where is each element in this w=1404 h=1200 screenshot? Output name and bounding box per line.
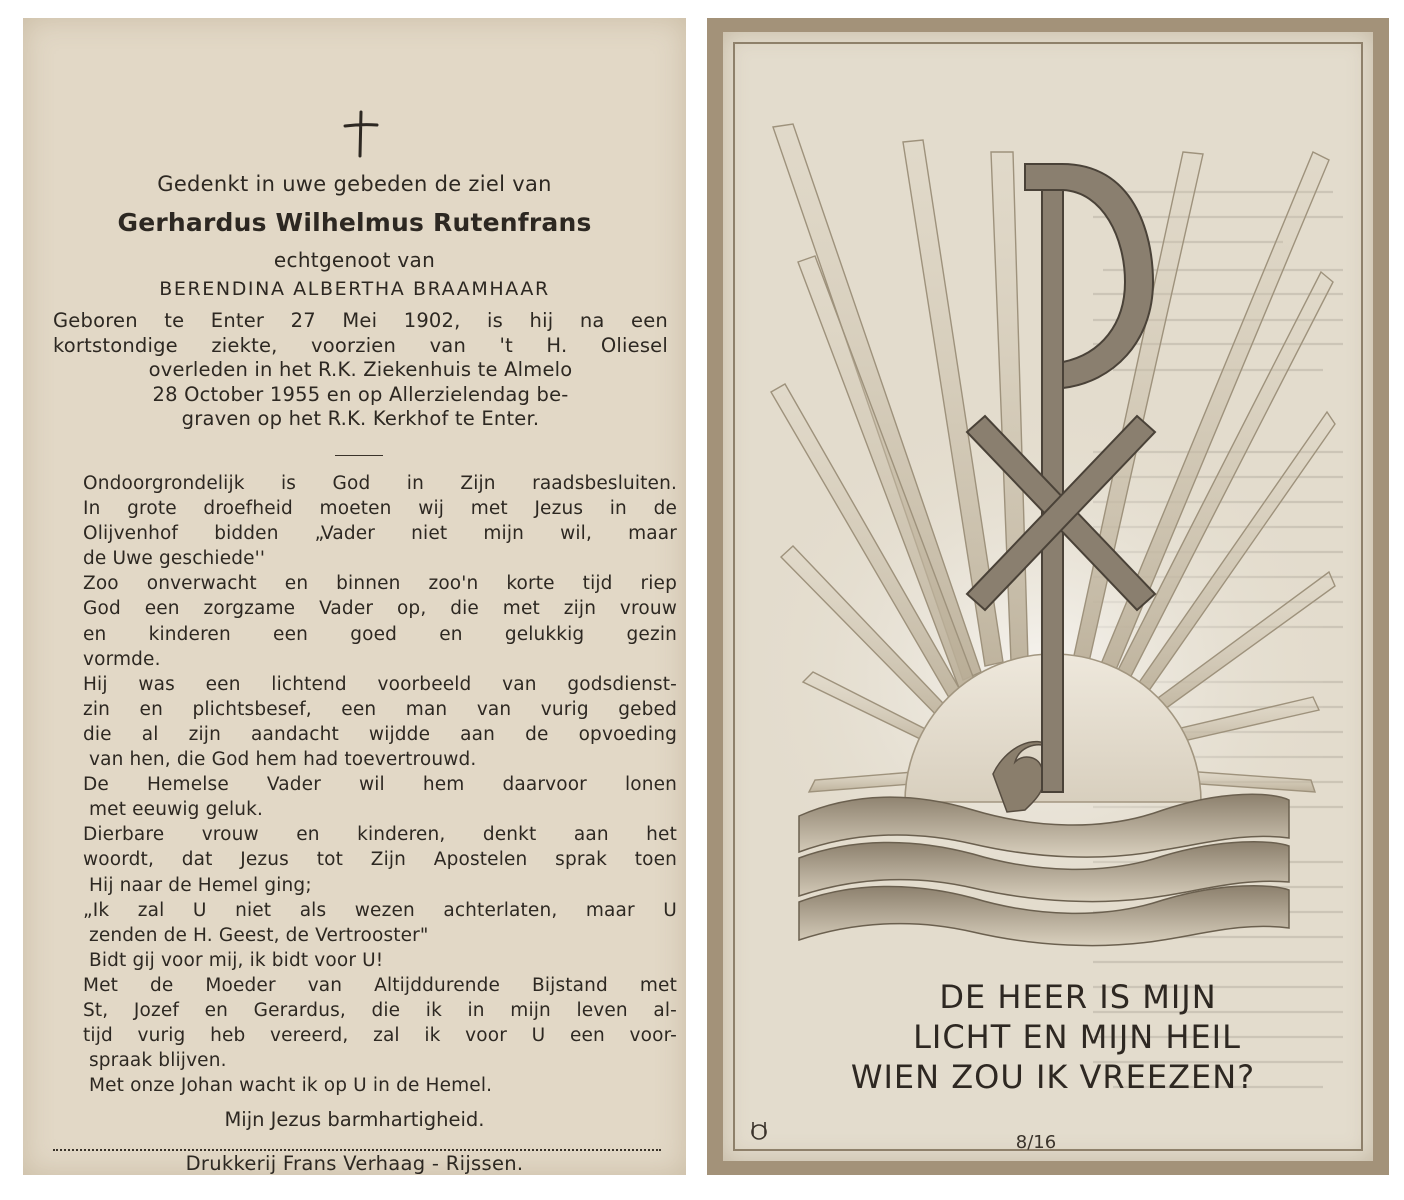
memorial-card-image-side	[707, 18, 1389, 1175]
text-line: overleden in het R.K. Ziekenhuis te Almelo	[148, 358, 573, 381]
text-line: Met de Moeder van Altijddurende Bijstand met	[83, 974, 677, 996]
card-number: 8/16	[1015, 1132, 1057, 1153]
text-line: Zoo onverwacht en binnen zoo'n korte tijd riep	[83, 573, 677, 595]
text-line: Dierbare vrouw en kinderen, denkt aan het	[83, 824, 677, 846]
text-line: 28 October 1955 en op Allerzielendag be-	[152, 382, 569, 406]
text-line: de Uwe geschiede''	[83, 548, 266, 570]
text-line: Geboren te Enter 27 Mei 1902, is hij na een	[53, 309, 668, 332]
text-line: zin en plichtsbesef, een man van vurig gebed	[83, 698, 677, 720]
text-line: graven op het R.K. Kerkhof te Enter.	[181, 407, 540, 430]
spouse-name: BERENDINA ALBERTHA BRAAMHAAR	[159, 278, 550, 300]
divider	[335, 455, 383, 456]
memorial-text	[83, 471, 677, 1098]
text-line: Olijvenhof bidden „Vader niet mijn wil, maar	[83, 523, 677, 545]
svg-text:WIEN ZOU IK VREEZEN?: WIEN ZOU IK VREEZEN?	[850, 1058, 1256, 1096]
remembrance-line: Gedenkt in uwe gebeden de ziel van	[157, 172, 552, 196]
text-line: spraak blijven.	[89, 1050, 227, 1072]
text-line: Met onze Johan wacht ik op U in de Hemel.	[89, 1075, 493, 1097]
text-line: en kinderen een goed en gelukkig gezin	[83, 623, 677, 645]
text-line: van hen, die God hem had toevertrouwd.	[89, 749, 477, 771]
spouse-label: echtgenoot van	[273, 248, 436, 272]
closing-prayer: Mijn Jezus barmhartigheid.	[224, 1108, 485, 1131]
text-line: Bidt gij voor mij, ik bidt voor U!	[89, 949, 384, 971]
text-line: God een zorgzame Vader op, die met zijn vrouw	[83, 598, 677, 620]
text-line: die al zijn aandacht wijdde aan de opvoeding	[83, 723, 677, 745]
birth-death-paragraph	[53, 309, 668, 432]
memorial-card-text-side	[23, 18, 686, 1175]
text-line: Hij was een lichtend voorbeeld van godsdienst-	[83, 673, 677, 695]
text-line: tijd vurig heb vereerd, zal ik voor U een voor-	[83, 1025, 677, 1047]
text-line: Ondoorgrondelijk is God in Zijn raadsbesluiten.	[83, 473, 677, 494]
text-line: vormde.	[83, 648, 161, 670]
text-line: St, Jozef en Gerardus, die ik in mijn leven al-	[83, 999, 677, 1021]
chi-rho-sunrise-illustration	[723, 32, 1373, 1161]
svg-text:LICHT EN MIJN HEIL: LICHT EN MIJN HEIL	[913, 1018, 1241, 1056]
artist-monogram	[752, 1122, 766, 1139]
dotted-divider	[53, 1149, 661, 1151]
text-line: zenden de H. Geest, de Vertrooster"	[89, 924, 429, 946]
deceased-name: Gerhardus Wilhelmus Rutenfrans	[117, 208, 592, 237]
motto-text	[851, 978, 1255, 1096]
card-paper	[723, 32, 1373, 1161]
cross-icon	[341, 110, 381, 158]
text-line: „Ik zal U niet als wezen achterlaten, maar U	[83, 899, 677, 921]
svg-text:DE HEER IS MIJN: DE HEER IS MIJN	[939, 978, 1217, 1016]
text-line: woordt, dat Jezus tot Zijn Apostelen sprak toen	[83, 849, 677, 871]
text-line: In grote droefheid moeten wij met Jezus in de	[83, 498, 677, 520]
text-line: Hij naar de Hemel ging;	[89, 874, 312, 896]
printer-credit: Drukkerij Frans Verhaag - Rijssen.	[185, 1152, 524, 1175]
text-line: met eeuwig geluk.	[89, 799, 264, 821]
text-line: kortstondige ziekte, voorzien van 't H. Oliesel	[53, 333, 668, 357]
text-line: De Hemelse Vader wil hem daarvoor lonen	[83, 774, 677, 796]
